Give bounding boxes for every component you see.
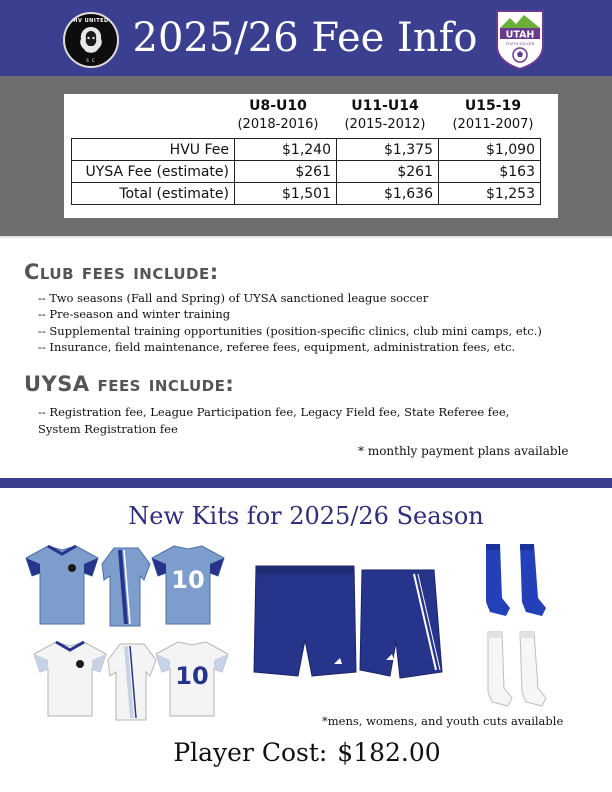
table-row	[72, 139, 541, 161]
player-cost-label: Player Cost:	[173, 738, 328, 767]
uysa-fees-list	[38, 404, 509, 438]
club-fees-heading: Club fees include:	[24, 260, 219, 284]
blue-jersey-side-image	[100, 546, 152, 628]
player-cost	[0, 738, 612, 767]
divider	[0, 236, 612, 238]
column-name: U8-U10	[249, 98, 307, 114]
shorts-front-image	[250, 560, 360, 682]
table-row	[72, 183, 541, 205]
jersey-number: 10	[171, 566, 205, 594]
blue-socks-image	[482, 542, 552, 620]
row-label: Total (estimate)	[72, 183, 235, 205]
club-logo-subtext: S C	[86, 58, 96, 63]
list-item: -- Registration fee, League Participation fee, Legacy Field fee, State Referee fee,	[38, 405, 510, 419]
utah-youth-soccer-logo	[494, 8, 546, 70]
blue-jersey-front-image	[22, 544, 102, 626]
column-years: (2018-2016)	[237, 117, 319, 132]
list-item: -- Two seasons (Fall and Spring) of UYSA sanctioned league soccer	[38, 291, 429, 305]
page-title: 2025/26 Fee Info	[132, 15, 478, 61]
column-name: U15-19	[464, 98, 522, 114]
uysa-fees-heading: UYSA fees include:	[24, 372, 235, 396]
blue-jersey-back-image	[148, 544, 228, 626]
fee-cell: $1,501	[235, 183, 337, 205]
fee-cell: $1,375	[337, 139, 439, 161]
white-jersey-back-image	[152, 640, 232, 718]
list-item: -- Insurance, field maintenance, referee fees, equipment, administration fees, etc.	[38, 339, 516, 354]
column-header-u8-u10	[226, 97, 330, 134]
row-label: HVU Fee	[72, 139, 235, 161]
white-jersey-side-image	[106, 642, 158, 722]
white-socks-image	[482, 630, 552, 710]
kits-title: New Kits for 2025/26 Season	[128, 502, 484, 530]
row-label: UYSA Fee (estimate)	[72, 161, 235, 183]
utah-logo-subtext: YOUTH SOCCER	[505, 42, 535, 46]
club-crest-icon	[68, 564, 76, 572]
utah-logo-text: UTAH	[505, 29, 535, 41]
column-header-u11-u14	[333, 97, 437, 134]
list-item: -- Pre-season and winter training	[38, 307, 231, 322]
column-header-u15-19	[441, 97, 545, 134]
fee-cell: $261	[235, 161, 337, 183]
payment-plan-note: * monthly payment plans available	[358, 444, 569, 458]
club-crest-icon	[76, 660, 84, 668]
fee-cell: $261	[337, 161, 439, 183]
jersey-number: 10	[175, 662, 209, 690]
list-item: -- Supplemental training opportunities (position-specific clinics, club mini camps, etc.)	[38, 323, 542, 338]
fee-cell: $1,636	[337, 183, 439, 205]
fee-cell: $1,240	[235, 139, 337, 161]
club-fees-list	[38, 290, 542, 355]
column-name: U11-U14	[351, 98, 419, 114]
fee-table	[71, 138, 541, 205]
white-jersey-front-image	[30, 640, 110, 718]
club-logo-text: HV UNITED	[73, 18, 109, 24]
shorts-side-image	[356, 566, 446, 684]
fee-cell: $163	[439, 161, 541, 183]
player-cost-value: $182.00	[337, 738, 441, 767]
cuts-available-note: *mens, womens, and youth cuts available	[322, 714, 564, 728]
column-years: (2011-2007)	[452, 117, 534, 132]
section-divider-bar	[0, 478, 612, 488]
column-years: (2015-2012)	[344, 117, 426, 132]
fee-cell: $1,253	[439, 183, 541, 205]
fee-cell: $1,090	[439, 139, 541, 161]
list-item: System Registration fee	[38, 422, 178, 436]
table-row	[72, 161, 541, 183]
